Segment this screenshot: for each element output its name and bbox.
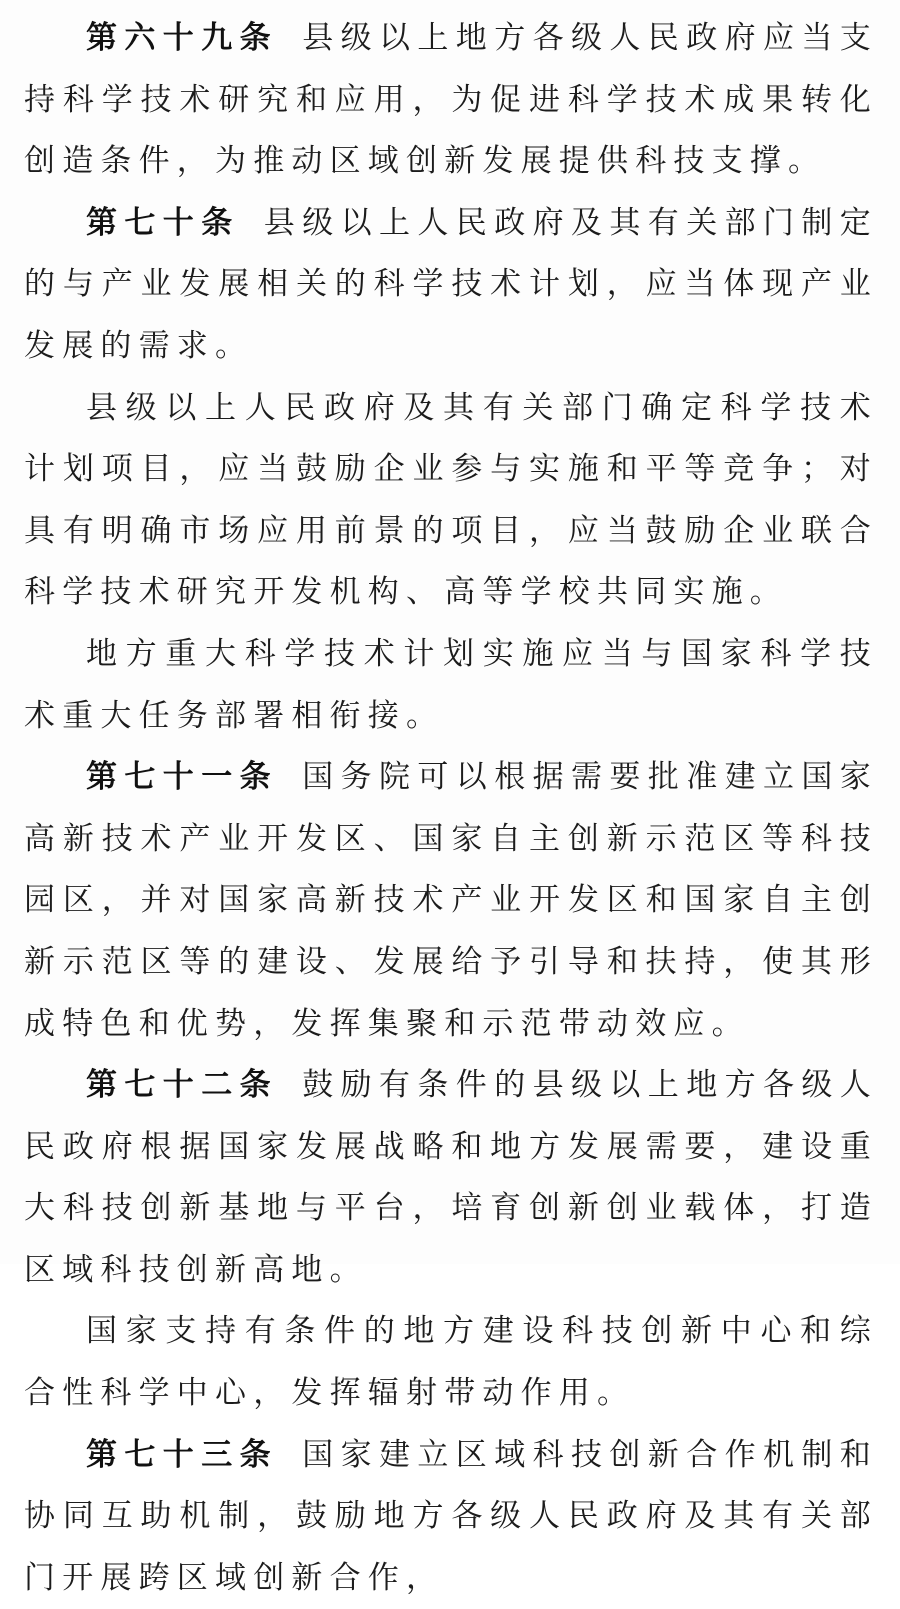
text-line: 地方重大科学技术计划实施应当与国家科学技术重大任务部: [24, 635, 878, 734]
text-line: 县级以上人民政府及其有关部门确定科学技术计划项目，应: [24, 389, 878, 488]
text-line: 研究和应用，为促进科学技术成果转化创造条件，为推动区域创: [24, 81, 879, 180]
article-70-clause-2: [24, 378, 878, 624]
text-line: 国务院可以根据需要批准建立国家高新技术产: [24, 759, 878, 857]
text-line: 培育创新创业载体，打造区域科技创新高地。: [24, 1190, 879, 1288]
article-number: 第七十二条: [86, 1067, 278, 1104]
text-line: 心，发挥辐射带动作用。: [215, 1375, 636, 1412]
text-line: 县级以上人民政府及其有关部门制定的与产业发: [24, 204, 878, 303]
text-line: 县级以上地方各级人民政府应当支持科学技术: [24, 20, 878, 118]
text-line: 国家发展战略和地方发展需要，建设重大科技创新基地与平台，: [24, 1128, 879, 1227]
article-number: 第七十三条: [86, 1436, 278, 1473]
article-69-paragraph: [24, 8, 878, 193]
text-line: 当鼓励企业参与实施和平等竞争；对具有明确市场应用前景的项: [24, 451, 879, 549]
article-71-paragraph: [24, 747, 878, 1055]
text-line: 目，应当鼓励企业联合科学技术研究开发机构、高等学校共同实: [24, 512, 878, 611]
text-line: 制，鼓励地方各级人民政府及其有关部门开展跨区域创新合作，: [24, 1498, 879, 1596]
text-line: 署相衔接。: [253, 697, 445, 734]
text-line: 鼓励有条件的县级以上地方各级人民政府根据: [24, 1067, 878, 1165]
text-line: 新发展提供科技支撑。: [444, 143, 827, 180]
text-line: 国家建立区域科技创新合作机制和协同互助机: [24, 1436, 878, 1535]
text-line: 施。: [711, 574, 789, 611]
article-70-clause-3: [24, 624, 878, 747]
article-number: 第七十一条: [86, 759, 278, 796]
text-line: 持，使其形成特色和优势，发挥集聚和示范带动效应。: [24, 943, 878, 1042]
article-70-paragraph: [24, 193, 878, 378]
article-73-paragraph: [24, 1425, 878, 1609]
text-line: 业开发区、国家自主创新示范区等科技园区，并对国家高新技术: [24, 820, 879, 919]
text-line: 展相关的科学技术计划，应当体现产业发展的需求。: [24, 266, 879, 364]
text-line: 产业开发区和国家自主创新示范区等的建设、发展给予引导和扶: [24, 882, 879, 980]
article-72-clause-2: [24, 1301, 878, 1424]
article-number: 第六十九条: [86, 20, 278, 56]
article-number: 第七十条: [86, 204, 240, 241]
text-line: 国家支持有条件的地方建设科技创新中心和综合性科学中: [24, 1313, 878, 1412]
article-72-paragraph: [24, 1055, 878, 1301]
